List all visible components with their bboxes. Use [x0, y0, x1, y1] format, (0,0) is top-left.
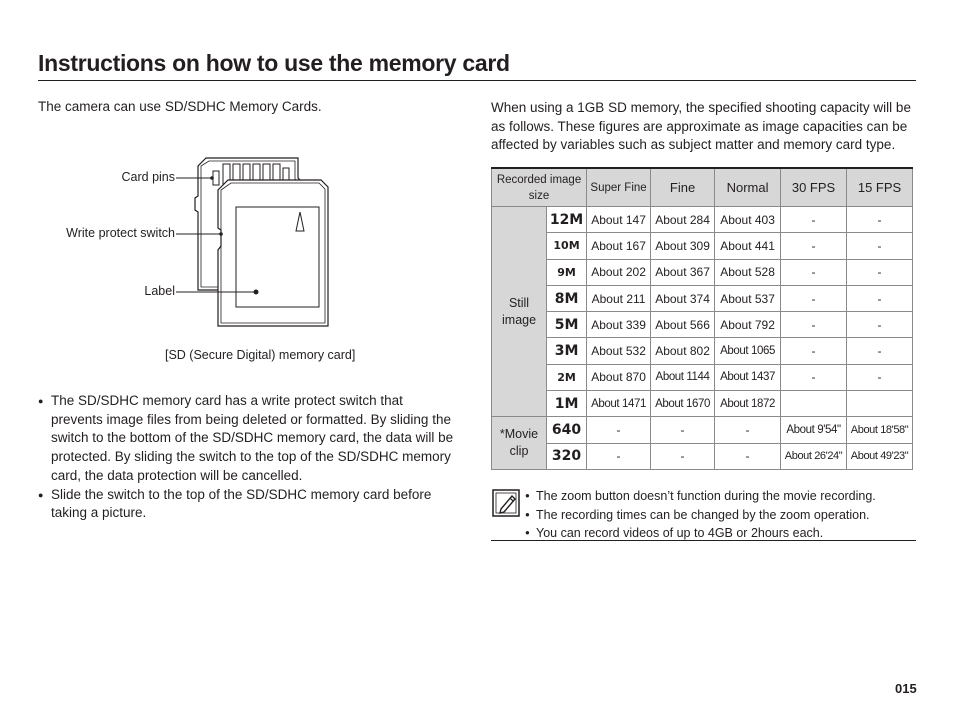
table-cell: -: [781, 233, 847, 259]
list-item: ● The recording times can be changed by the zoom operation.: [525, 506, 876, 525]
table-cell: About 528: [715, 259, 781, 285]
size-12m-icon: 12M: [547, 207, 587, 233]
table-row: [492, 364, 913, 390]
movie-320-icon: 320: [547, 443, 587, 469]
page-number: 015: [895, 681, 917, 696]
table-cell: About 26'24": [781, 443, 847, 469]
table-cell: -: [651, 443, 715, 469]
list-item: ● The zoom button doesn’t function during the movie recording.: [525, 487, 876, 506]
table-cell: -: [781, 285, 847, 311]
right-intro: When using a 1GB SD memory, the specified shooting capacity will be as follows. These figures are approximate as image capacities can be affected by variables such as subject matter and memory card type.: [491, 100, 911, 152]
table-cell: About 202: [587, 259, 651, 285]
movie-640-icon: 640: [547, 417, 587, 443]
table-cell: About 802: [651, 338, 715, 364]
table-cell: About 1065: [715, 338, 781, 364]
table-row: [492, 233, 913, 259]
list-item: ● Slide the switch to the top of the SD/SDHC memory card before taking a picture.: [38, 486, 458, 523]
size-10m-icon: 10M: [547, 233, 587, 259]
table-row: [492, 338, 913, 364]
table-header-row: [492, 168, 913, 207]
list-item: ● You can record videos of up to 4GB or 2hours each.: [525, 524, 876, 543]
table-cell: About 1670: [651, 391, 715, 417]
callout-label: Label: [144, 284, 175, 298]
table-cell: -: [781, 312, 847, 338]
table-cell: About 211: [587, 285, 651, 311]
table-cell: -: [847, 207, 913, 233]
table-cell: About 1144: [651, 364, 715, 390]
group-movie-clip: *Movie clip: [492, 417, 547, 470]
table-cell: -: [651, 417, 715, 443]
table-cell: [781, 391, 847, 417]
callout-write-protect: Write protect switch: [66, 226, 175, 240]
table-cell: About 1471: [587, 391, 651, 417]
table-cell: -: [781, 338, 847, 364]
table-cell: -: [847, 338, 913, 364]
size-8m-icon: 8M: [547, 285, 587, 311]
notes-divider: [491, 540, 916, 541]
table-cell: -: [715, 443, 781, 469]
table-row: [492, 259, 913, 285]
size-2m-icon: 2M: [547, 364, 587, 390]
size-9m-icon: 9M: [547, 259, 587, 285]
table-cell: [847, 391, 913, 417]
header-super-fine: Super Fine: [587, 168, 651, 207]
table-cell: About 9'54": [781, 417, 847, 443]
size-1m-icon: 1M: [547, 391, 587, 417]
header-30fps: 30 FPS: [781, 168, 847, 207]
table-cell: About 532: [587, 338, 651, 364]
size-3m-icon: 3M: [547, 338, 587, 364]
list-item: ● The SD/SDHC memory card has a write protect switch that prevents image files from being deleted or formatted. By sliding the switch to the bottom of the SD/SDHC memory card, the data will be protected. By sliding the switch to the top of the SD/SDHC memory card, the data protection will be cancelled.: [38, 392, 458, 486]
header-size: Recorded image size: [492, 168, 587, 207]
table-cell: -: [781, 364, 847, 390]
header-15fps: 15 FPS: [847, 168, 913, 207]
sd-card-illustration: [176, 150, 346, 335]
table-cell: -: [847, 259, 913, 285]
table-cell: About 870: [587, 364, 651, 390]
table-cell: About 147: [587, 207, 651, 233]
table-cell: -: [847, 364, 913, 390]
table-cell: About 284: [651, 207, 715, 233]
table-row: [492, 285, 913, 311]
page-title: Instructions on how to use the memory card: [38, 50, 510, 76]
notes-list: [525, 487, 876, 543]
table-cell: About 339: [587, 312, 651, 338]
table-cell: About 1872: [715, 391, 781, 417]
table-cell: About 374: [651, 285, 715, 311]
left-intro: The camera can use SD/SDHC Memory Cards.: [38, 99, 322, 114]
table-cell: About 167: [587, 233, 651, 259]
table-cell: About 309: [651, 233, 715, 259]
table-cell: About 1437: [715, 364, 781, 390]
callout-card-pins: Card pins: [121, 170, 175, 184]
header-normal: Normal: [715, 168, 781, 207]
left-bullet-list: [38, 392, 458, 523]
table-cell: About 792: [715, 312, 781, 338]
table-cell: -: [781, 207, 847, 233]
table-row: [492, 312, 913, 338]
table-cell: About 403: [715, 207, 781, 233]
table-cell: -: [781, 259, 847, 285]
table-cell: About 537: [715, 285, 781, 311]
table-cell: About 18'58": [847, 417, 913, 443]
table-cell: About 441: [715, 233, 781, 259]
size-5m-icon: 5M: [547, 312, 587, 338]
table-cell: -: [715, 417, 781, 443]
table-cell: About 367: [651, 259, 715, 285]
table-cell: -: [847, 285, 913, 311]
table-cell: -: [587, 443, 651, 469]
table-cell: About 566: [651, 312, 715, 338]
table-row: [492, 443, 913, 469]
table-cell: -: [847, 233, 913, 259]
figure-caption: [SD (Secure Digital) memory card]: [165, 348, 356, 362]
table-row: [492, 207, 913, 233]
header-fine: Fine: [651, 168, 715, 207]
title-divider: [38, 80, 916, 81]
group-still-image: Still image: [492, 207, 547, 417]
capacity-table: [491, 167, 913, 470]
table-cell: -: [847, 312, 913, 338]
table-row: [492, 391, 913, 417]
table-row: [492, 417, 913, 443]
table-cell: -: [587, 417, 651, 443]
table-cell: About 49'23": [847, 443, 913, 469]
note-pencil-icon: [492, 489, 520, 517]
